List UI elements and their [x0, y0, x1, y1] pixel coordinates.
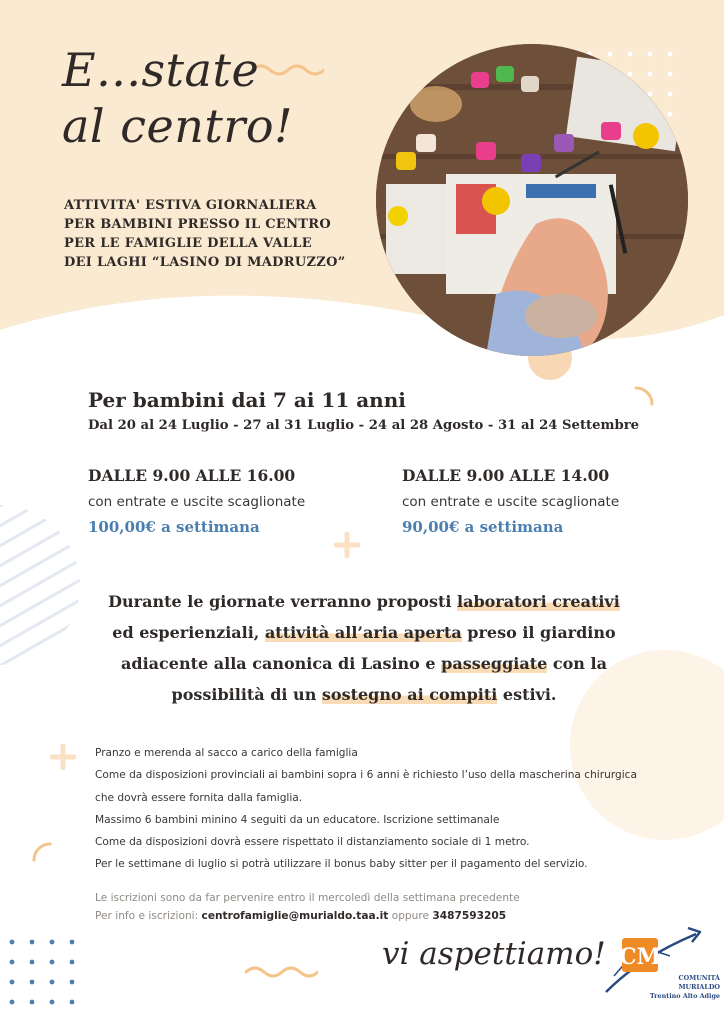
- option-price: 100,00€ a settimana: [88, 518, 260, 536]
- or-label: oppure: [388, 910, 433, 922]
- plus-decoration: [334, 532, 360, 558]
- logo-line-1: COMUNITÀ: [678, 974, 720, 982]
- poster-title: [62, 42, 293, 154]
- option-price: 90,00€ a settimana: [402, 518, 564, 536]
- enrollment-note: Le iscrizioni sono da far pervenire entro il mercoledì della settimana precedente: [95, 892, 520, 904]
- logo-text: [640, 974, 720, 1001]
- description-text: preso il giardino: [461, 623, 616, 642]
- subtitle-line-4: DEI LAGHI “LASINO DI MADRUZZO”: [64, 255, 346, 270]
- option-hours: DALLE 9.00 ALLE 14.00: [402, 466, 610, 485]
- highlight-outdoor-activities: attività all’aria aperta: [264, 623, 462, 642]
- plus-decoration-left: [50, 744, 76, 770]
- description-line: [64, 679, 664, 710]
- subtitle-line-1: ATTIVITA' ESTIVA GIORNALIERA: [64, 198, 317, 213]
- info-label: Per info e iscrizioni:: [95, 910, 202, 922]
- title-line-2: al centro!: [62, 99, 294, 153]
- rule-item: Come da disposizioni provinciali ai bambini sopra i 6 anni è richiesto l’uso della mascherina chirurgica: [95, 769, 637, 782]
- age-range: Per bambini dai 7 ai 11 anni: [88, 388, 406, 412]
- description-text: possibilità di un: [171, 685, 322, 704]
- description-text: con la: [547, 654, 607, 673]
- option-full-day: [88, 466, 305, 536]
- rule-item: Massimo 6 bambini minino 4 seguiti da un educatore. Iscrizione settimanale: [95, 813, 500, 826]
- closing-message: vi aspettiamo!: [382, 936, 606, 972]
- logo-mark: CM: [619, 944, 661, 970]
- rule-item: Pranzo e merenda al sacco a carico della famiglia: [95, 747, 358, 759]
- description-line: [64, 617, 664, 648]
- option-hours: DALLE 9.00 ALLE 16.00: [88, 466, 296, 485]
- rule-item: Per le settimane di luglio si potrà utilizzare il bonus baby sitter per il pagamento del servizio.: [95, 858, 588, 871]
- session-dates: Dal 20 al 24 Luglio - 27 al 31 Luglio - 24 al 28 Agosto - 31 al 24 Settembre: [88, 418, 640, 433]
- squiggle-decoration-bottom: [244, 962, 318, 980]
- highlight-creative-labs: laboratori creativi: [457, 592, 620, 611]
- description-text: Durante le giornate verranno proposti: [108, 592, 457, 611]
- arc-decoration-left: [30, 840, 54, 864]
- rule-item: che dovrà essere fornita dalla famiglia.: [95, 791, 303, 804]
- description-line: [64, 586, 664, 617]
- highlight-walks: passeggiate: [441, 654, 548, 673]
- photo-illustration: [376, 44, 688, 356]
- description-text: estivi.: [497, 685, 557, 704]
- contact-phone[interactable]: 3487593205: [432, 910, 507, 922]
- activity-description: [64, 586, 664, 710]
- option-note: con entrate e uscite scaglionate: [402, 494, 620, 510]
- description-line: [64, 648, 664, 679]
- logo-line-2: MURIALDO: [678, 983, 720, 991]
- contact-info: [95, 910, 506, 922]
- description-text: ed esperienziali,: [112, 623, 265, 642]
- subtitle-line-2: PER BAMBINI PRESSO IL CENTRO: [64, 217, 331, 232]
- poster-subtitle: [64, 196, 364, 272]
- children-painting-photo: [376, 44, 688, 356]
- option-half-day: [402, 466, 619, 536]
- arc-decoration: [632, 384, 656, 408]
- title-line-1: E...state: [62, 43, 260, 97]
- dot-grid-decoration-bottom: [0, 934, 90, 1024]
- contact-email[interactable]: centrofamiglie@murialdo.taa.it: [201, 910, 389, 922]
- rule-item: Come da disposizioni dovrà essere rispettato il distanziamento sociale di 1 metro.: [95, 836, 530, 849]
- rules-list: [95, 742, 695, 876]
- highlight-homework-support: sostegno ai compiti: [321, 685, 498, 704]
- logo-line-3: Trentino Alto Adige: [649, 992, 720, 1000]
- description-text: adiacente alla canonica di Lasino e: [121, 654, 442, 673]
- subtitle-line-3: PER LE FAMIGLIE DELLA VALLE: [64, 236, 312, 251]
- option-note: con entrate e uscite scaglionate: [88, 494, 306, 510]
